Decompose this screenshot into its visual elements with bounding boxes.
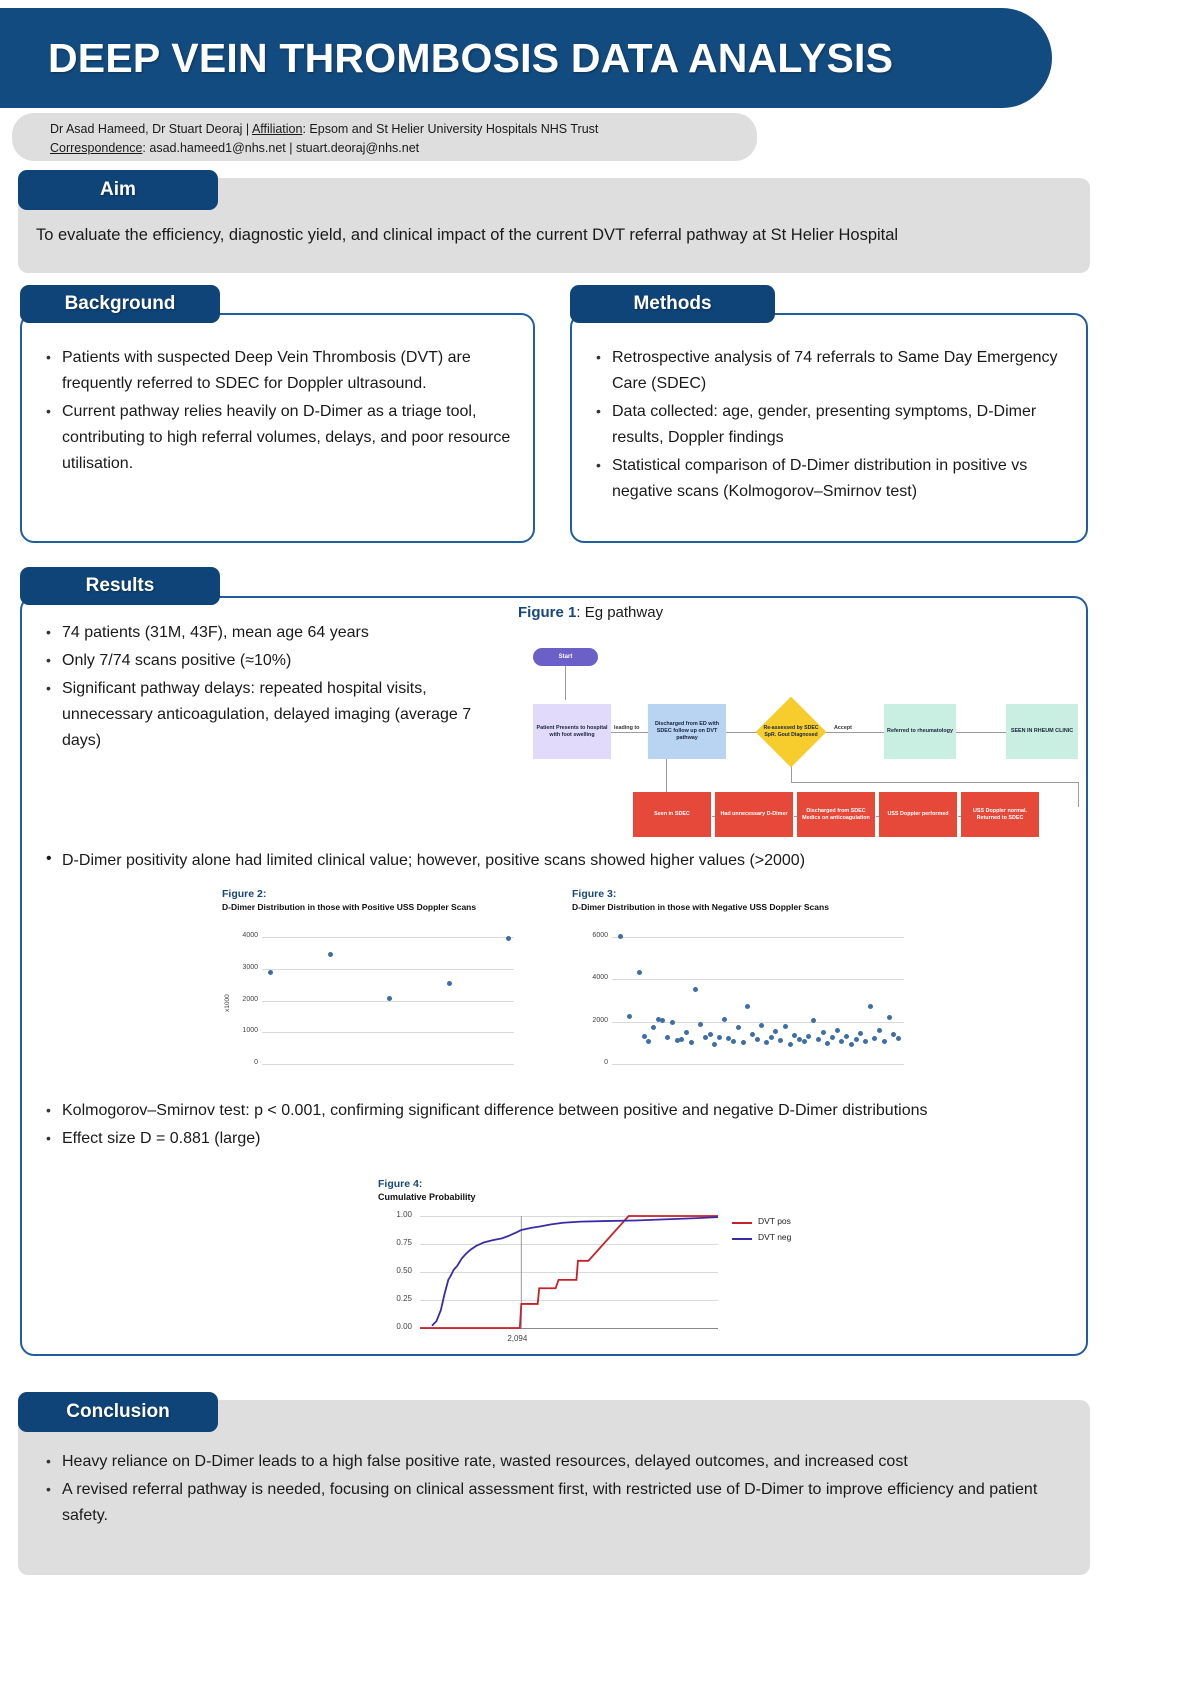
affiliation-value: : Epsom and St Helier University Hospitals NHS Trust [302,122,599,136]
conclusion-bullet-list [42,1449,1082,1531]
correspondence-line [50,139,757,158]
list-item: • Effect size D = 0.881 (large) [42,1126,1052,1152]
scatter-point [708,1032,713,1037]
y-axis-tick-label: 4000 [592,974,608,981]
scatter-point [646,1039,651,1044]
scatter-point [703,1035,708,1040]
gridline [612,1022,904,1023]
flow-edge-rheum-to-seen [948,732,1006,733]
list-item: • Statistical comparison of D-Dimer distribution in positive vs negative scans (Kolmogorov–Smirnov test) [592,453,1068,505]
y-axis-tick-label: 0.25 [396,1294,412,1303]
flow-edge-label-leading-to: leading to [614,725,640,731]
list-item: • Patients with suspected Deep Vein Thrombosis (DVT) are frequently referred to SDEC for Doppler ultrasound. [42,345,515,397]
figure1-caption-text: : Eg pathway [576,604,664,621]
scatter-point [854,1037,859,1042]
scatter-point [642,1034,647,1039]
scatter-point [750,1032,755,1037]
scatter-point [858,1031,863,1036]
flow-edge-decision-to-rheum [818,732,884,733]
scatter-point [693,987,698,992]
list-item: • Current pathway relies heavily on D-Dimer as a triage tool, contributing to high referral volumes, delays, and poor resource utilisation. [42,399,515,477]
scatter-point [788,1042,793,1047]
figure3-plot-area [572,920,912,1080]
scatter-point [268,970,273,975]
figure4-title: Cumulative Probability [378,1192,476,1202]
flow-node-unnecessary-ddimer: Had unnecessary D-Dimer [715,792,793,837]
scatter-point [821,1030,826,1035]
scatter-point [627,1014,632,1019]
figure4-label: Figure 4: [378,1178,423,1190]
figure2-title: D-Dimer Distribution in those with Positive USS Doppler Scans [222,902,477,912]
flow-node-seen-rheum-clinic: SEEN IN RHEUM CLINIC [1006,704,1078,759]
flow-edge-label-accept: Accept [834,725,852,731]
gridline [262,1064,514,1065]
background-bullet-list [42,345,515,479]
figure4-series-svg [378,1208,818,1356]
scatter-point [712,1042,717,1047]
results-bullet-list-bottom [42,1098,1052,1154]
scatter-point [769,1035,774,1040]
figure2-label: Figure 2: [222,888,267,900]
figure2-container [222,888,522,1088]
affiliation-label: Affiliation [251,122,303,136]
y-axis-tick-label: 0 [254,1059,258,1066]
scatter-point [679,1037,684,1042]
scatter-point [670,1020,675,1025]
gridline [262,969,514,970]
scatter-point [755,1037,760,1042]
scatter-point [844,1034,849,1039]
flow-node-decision-label: Re-assessed by SDEC SpR. Gout Diagnosed [763,725,819,738]
y-axis-tick-label: 2000 [242,995,258,1003]
aim-heading: Aim [18,170,218,210]
y-axis-tick-label: 0.75 [396,1238,412,1247]
figure1-container [518,604,1078,834]
gridline [612,937,904,938]
flow-node-patient-presents: Patient Presents to hospital with foot swelling [533,704,611,759]
scatter-point [651,1025,656,1030]
figure1-caption [518,604,1078,621]
legend-label: DVT pos [758,1216,791,1226]
list-item: • Only 7/74 scans positive (≈10%) [42,648,497,674]
scatter-point [806,1034,811,1039]
authors-names: Dr Asad Hameed, Dr Stuart Deoraj | [50,122,252,136]
x-axis-annotation: 2,094 [507,1334,528,1343]
flow-node-uss-doppler-normal: USS Doppler normal. Returned to SDEC [961,792,1039,837]
methods-heading: Methods [570,285,775,323]
gridline [612,979,904,980]
y-axis-tick-label: 4000 [242,932,258,940]
scatter-point [868,1004,873,1009]
y-axis-tick-label: 0 [604,1059,608,1066]
y-axis-tick-label: 1000 [242,1027,258,1035]
legend-label: DVT neg [758,1232,792,1242]
scatter-point [877,1028,882,1033]
scatter-point [689,1040,694,1045]
y-axis-tick-label: 6000 [592,931,608,939]
background-card [20,313,535,543]
flow-node-discharged-medics: Discharged from SDEC Medics on anticoagulation [797,792,875,837]
scatter-point [684,1030,689,1035]
methods-bullet-list [592,345,1068,507]
flow-node-referred-rheumatology: Referred to rheumatology [884,704,956,759]
scatter-point [778,1038,783,1043]
conclusion-heading: Conclusion [18,1392,218,1432]
figure3-title: D-Dimer Distribution in those with Negative USS Doppler Scans [572,902,829,912]
flow-edge-presents-to-ed [611,732,648,733]
flow-edge-start-to-presents [565,662,566,700]
series-line-0 [420,1216,718,1328]
scatter-point [835,1028,840,1033]
y-axis-title: x1000 [224,994,231,1013]
scatter-point [736,1025,741,1030]
figure4-plot-area [378,1208,818,1356]
flow-node-seen-in-sdec: Seen in SDEC [633,792,711,837]
list-item: • A revised referral pathway is needed, focusing on clinical assessment first, with restricted use of D-Dimer to improve efficiency and patient safety. [42,1477,1082,1529]
scatter-point [887,1015,892,1020]
scatter-point [825,1041,830,1046]
scatter-point [328,952,333,957]
y-axis-tick-label: 1.00 [396,1210,412,1219]
list-item: • Data collected: age, gender, presenting symptoms, D-Dimer results, Doppler findings [592,399,1068,451]
authors-affiliation-bar [12,113,757,161]
figure3-container [572,888,912,1088]
scatter-point [745,1004,750,1009]
scatter-point [849,1042,854,1047]
scatter-point [698,1022,703,1027]
gridline [262,1001,514,1002]
gridline [262,937,514,938]
figure1-caption-label: Figure 1 [518,604,577,621]
scatter-point [896,1036,901,1041]
scatter-point [773,1029,778,1034]
scatter-point [731,1039,736,1044]
scatter-point [764,1040,769,1045]
methods-card [570,313,1088,543]
scatter-point [783,1024,788,1029]
correspondence-label: Correspondence [50,141,143,155]
flow-node-discharged-from-ed: Discharged from ED with SDEC follow up on DVT pathway [648,704,726,759]
scatter-point [839,1039,844,1044]
correspondence-value: : asad.hameed1@nhs.net | stuart.deoraj@nhs.net [142,141,420,155]
gridline [262,1032,514,1033]
scatter-point [618,934,623,939]
flow-node-uss-doppler-performed: USS Doppler performed [879,792,957,837]
legend-swatch [732,1238,752,1240]
scatter-point [665,1035,670,1040]
results-bullet-list-top [42,620,497,756]
flow-node-start: Start [533,648,598,666]
background-heading: Background [20,285,220,323]
scatter-point [872,1036,877,1041]
figure2-plot-area [222,920,522,1080]
scatter-point [863,1039,868,1044]
list-item: • Significant pathway delays: repeated hospital visits, unnecessary anticoagulation, delayed imaging (average 7 days) [42,676,497,754]
scatter-point [506,936,511,941]
legend-swatch [732,1222,752,1224]
list-item: • Kolmogorov–Smirnov test: p < 0.001, confirming significant difference between positive and negative D-Dimer distributions [42,1098,1052,1124]
scatter-point [759,1023,764,1028]
list-item: • 74 patients (31M, 43F), mean age 64 years [42,620,497,646]
y-axis-tick-label: 0.00 [396,1322,412,1331]
aim-text: To evaluate the efficiency, diagnostic yield, and clinical impact of the current DVT referral pathway at St Helier Hospital [36,226,899,244]
list-item: • Heavy reliance on D-Dimer leads to a high false positive rate, wasted resources, delayed outcomes, and increased cost [42,1449,1082,1475]
results-bullet-middle: • D-Dimer positivity alone had limited clinical value; however, positive scans showed higher values (>2000) [42,852,1052,870]
y-axis-tick-label: 0.50 [396,1266,412,1275]
list-item: • Retrospective analysis of 74 referrals to Same Day Emergency Care (SDEC) [592,345,1068,397]
scatter-point [637,970,642,975]
page-title: DEEP VEIN THROMBOSIS DATA ANALYSIS [48,34,894,81]
flow-edge-right-down [1078,782,1079,807]
series-line-1 [432,1217,718,1326]
gridline [612,1064,904,1065]
scatter-point [741,1040,746,1045]
y-axis-tick-label: 2000 [592,1016,608,1024]
scatter-point [830,1035,835,1040]
figure1-flowchart [518,632,1078,832]
results-heading: Results [20,567,220,605]
scatter-point [387,996,392,1001]
figure3-label: Figure 3: [572,888,617,900]
y-axis-tick-label: 3000 [242,964,258,972]
scatter-point [816,1037,821,1042]
scatter-point [802,1039,807,1044]
authors-line [50,120,757,139]
flow-edge-decision-right [791,782,1078,783]
scatter-point [717,1035,722,1040]
scatter-point [722,1017,727,1022]
scatter-point [882,1039,887,1044]
figure4-container [378,1178,818,1363]
scatter-point [447,981,452,986]
poster-title-bar [0,8,1052,108]
